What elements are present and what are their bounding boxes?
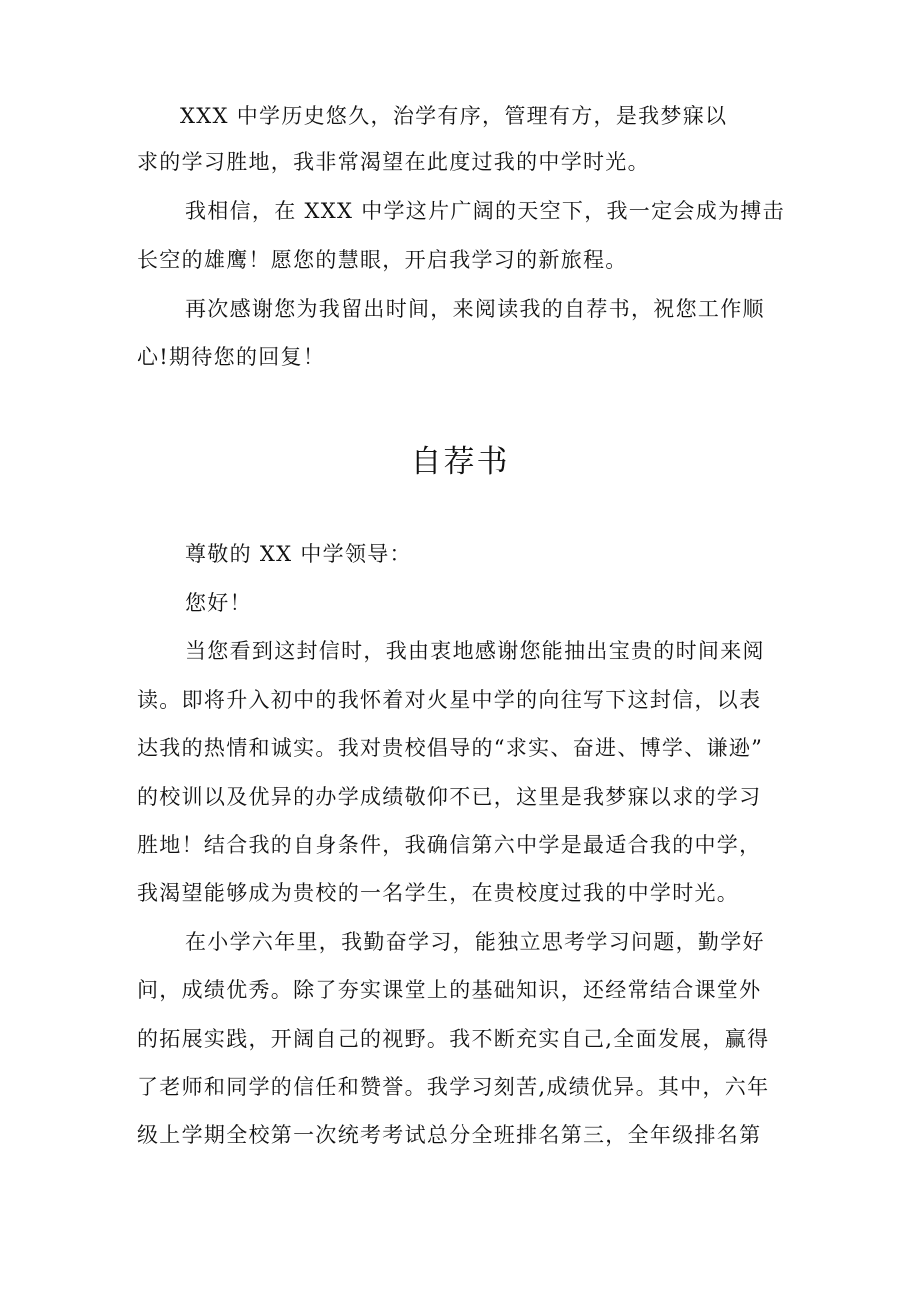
paragraph-line: 的拓展实践，开阔自己的视野。我不断充实自己,全面发展，赢得	[137, 1027, 770, 1051]
paragraph-line: 胜地！结合我的自身条件，我确信第六中学是最适合我的中学，	[137, 833, 762, 857]
paragraph-line: 长空的雄鹰！愿您的慧眼，开启我学习的新旅程。	[137, 248, 628, 272]
paragraph-line: 级上学期全校第一次统考考试总分全班排名第三，全年级排名第	[137, 1123, 762, 1147]
greeting: 您好！	[185, 591, 252, 615]
paragraph-line: 再次感谢您为我留出时间，来阅读我的自荐书，祝您工作顺	[185, 297, 765, 321]
paragraph-line: 了老师和同学的信任和赞誉。我学习刻苦,成绩优异。其中，六年	[137, 1075, 770, 1099]
paragraph-line: XXX 中学历史悠久，治学有序，管理有方，是我梦寐以	[180, 104, 728, 128]
paragraph-line: 我相信，在 XXX 中学这片广阔的天空下，我一定会成为搏击	[185, 199, 785, 223]
paragraph-line: 的校训以及优异的办学成绩敬仰不已，这里是我梦寐以求的学习	[137, 785, 762, 809]
salutation: 尊敬的 XX 中学领导：	[185, 542, 412, 566]
paragraph-line: 达我的热情和诚实。我对贵校倡导的“求实、奋进、博学、谦逊”	[137, 736, 764, 760]
paragraph-line: 我渴望能够成为贵校的一名学生，在贵校度过我的中学时光。	[137, 881, 740, 905]
paragraph-line: 问，成绩优秀。除了夯实课堂上的基础知识，还经常结合课堂外	[137, 978, 762, 1002]
paragraph-line: 在小学六年里，我勤奋学习，能独立思考学习问题，勤学好	[185, 930, 765, 954]
paragraph-line: 求的学习胜地，我非常渴望在此度过我的中学时光。	[137, 150, 650, 174]
paragraph-line: 读。即将升入初中的我怀着对火星中学的向往写下这封信，以表	[137, 688, 762, 712]
document-title: 自荐书	[410, 444, 510, 480]
paragraph-line: 当您看到这封信时，我由衷地感谢您能抽出宝贵的时间来阅	[185, 639, 765, 663]
paragraph-line: 心!期待您的回复！	[137, 345, 326, 369]
